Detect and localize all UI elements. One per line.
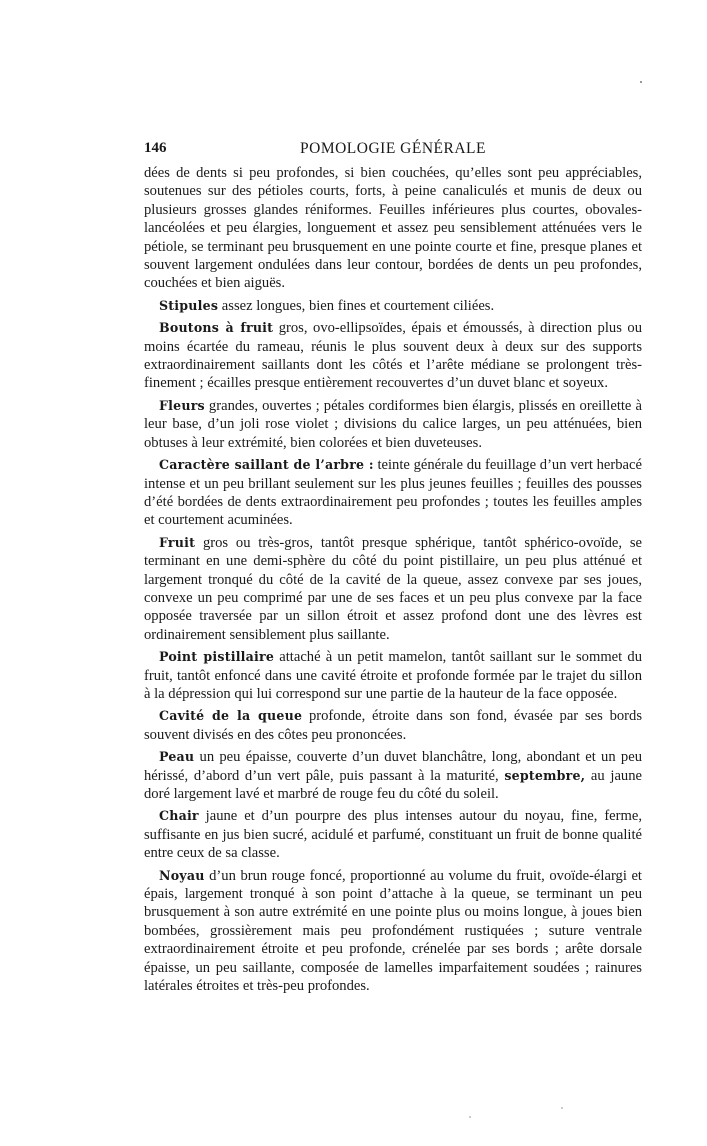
paragraph-text: dées de dents si peu profondes, si bien couchées, qu’elles sont peu appréciables, soutenues sur des pétioles courts, forts, à peine canaliculés et munis de deux ou plusieurs grosses glandes réniformes. Feuilles inférieures plus courtes, obovales-lancéolées et peu élargies, longuement et assez peu sensiblement atténuées vers le pétiole, se terminant peu brusquement en une pointe courte et fine, presque planes et souvent largement ondulées dans leur contour, bordées de dents un peu profondes, couchées et bien aiguës. [144, 165, 642, 292]
paragraph-continuation [144, 164, 642, 293]
paragraph-chair [144, 807, 642, 862]
term-caractere: Caractère saillant de l’arbre : [159, 457, 374, 473]
paragraph-text: teinte générale du feuillage d’un vert herbacé intense et un peu brillant seulement sur les plus jeunes feuilles ; feuilles des pousses d’été bordées de dents extraordinairement peu profondes ; toutes les feuilles amples et courtement acuminées. [144, 457, 642, 529]
paragraph-text: grandes, ouvertes ; pétales cordiformes bien élargis, plissés en oreillette à leur base, d’un joli rose violet ; divisions du calice larges, un peu atténuées, bien obtuses à leur extrémité, bien colorées et bien duveteuses. [144, 397, 642, 451]
scan-speck [469, 1116, 471, 1118]
paragraph-point-pistillaire [144, 648, 642, 703]
term-peau: Peau [159, 749, 195, 765]
term-fleurs: Fleurs [159, 397, 205, 413]
term-stipules: Stipules [159, 297, 219, 313]
term-point-pistillaire: Point pistillaire [159, 649, 275, 665]
paragraph-text: attaché à un petit mamelon, tantôt saillant sur le sommet du fruit, tantôt enfoncé dans une cavité étroite et profonde formée par le trajet du sillon à la dépression qui lui correspond sur une partie de la hauteur de la face opposée. [144, 649, 642, 702]
paragraph-stipules [144, 297, 642, 315]
term-fruit: Fruit [159, 534, 196, 550]
paragraph-cavite [144, 707, 642, 744]
paragraph-text: gros, ovo-ellipsoïdes, épais et émoussés, à direction plus ou moins écartée du rameau, réunis le plus souvent deux à deux sur des supports extraordinairement saillants dont les côtés et l’arête médiane se prolongent très-finement ; écailles presque entièrement recouvertes d’un duvet blanc et soyeux. [144, 320, 643, 392]
term-septembre: septembre, [504, 767, 586, 783]
paragraph-text: au jaune doré largement lavé et marbré de rouge feu du côté du soleil. [144, 767, 642, 802]
document-page [144, 140, 642, 999]
paragraph-text: jaune et d’un pourpre des plus intenses autour du noyau, fine, ferme, suffisante en jus bien sucré, acidulé et parfumé, constituant un fruit de bonne qualité entre ceux de sa classe. [144, 808, 642, 862]
term-noyau: Noyau [159, 867, 205, 883]
paragraph-text: un peu épaisse, couverte d’un duvet blanchâtre, long, abondant et un peu hérissé, d’abord d’un vert pâle, puis passant à la maturité, [144, 749, 642, 784]
page-header [144, 140, 642, 160]
paragraph-text: assez longues, bien fines et courtement ciliées. [218, 297, 495, 314]
paragraph-text: d’un brun rouge foncé, proportionné au volume du fruit, ovoïde-élargi et épais, largement tronqué à son point d’attache à la queue, se terminant un peu brusquement à son autre extrémité en une pointe plus ou moins longue, à joues bien bombées, grossièrement mais peu profondément rustiquées ; suture ventrale extraordinairement étroite et peu profonde, crénelée par ses bords ; arête dorsale épaisse, un peu saillante, composée de lamelles imparfaitement soudées ; rainures latérales étroites et très-peu profondes. [144, 867, 642, 995]
scan-speck [561, 1107, 563, 1109]
paragraph-fruit [144, 534, 642, 644]
paragraph-text: profonde, étroite dans son fond, évasée par ses bords souvent divisés en des côtes peu prononcées. [144, 708, 642, 743]
paragraph-noyau [144, 867, 642, 996]
paragraph-peau [144, 748, 642, 803]
running-title: POMOLOGIE GÉNÉRALE [300, 140, 486, 157]
term-cavite: Cavité de la queue [159, 708, 303, 724]
paragraph-text: gros ou très-gros, tantôt presque sphérique, tantôt sphérico-ovoïde, se terminant en une demi-sphère du côté du point pistillaire, un peu plus atténué et largement tronqué du côté de la cavité de la queue, assez convexe par ses joues, convexe un peu comprimé par une de ses faces et un peu plus convexe par la face opposée traversée par un sillon étroit et assez profond dont une des lèvres est ordinairement sensiblement plus saillante. [144, 534, 642, 643]
paragraph-caractere [144, 456, 642, 530]
term-boutons: Boutons à fruit [159, 320, 274, 336]
scan-speck [640, 81, 642, 83]
paragraph-boutons [144, 319, 642, 393]
paragraph-fleurs [144, 397, 642, 452]
page-number: 146 [144, 140, 167, 156]
term-chair: Chair [159, 808, 199, 824]
